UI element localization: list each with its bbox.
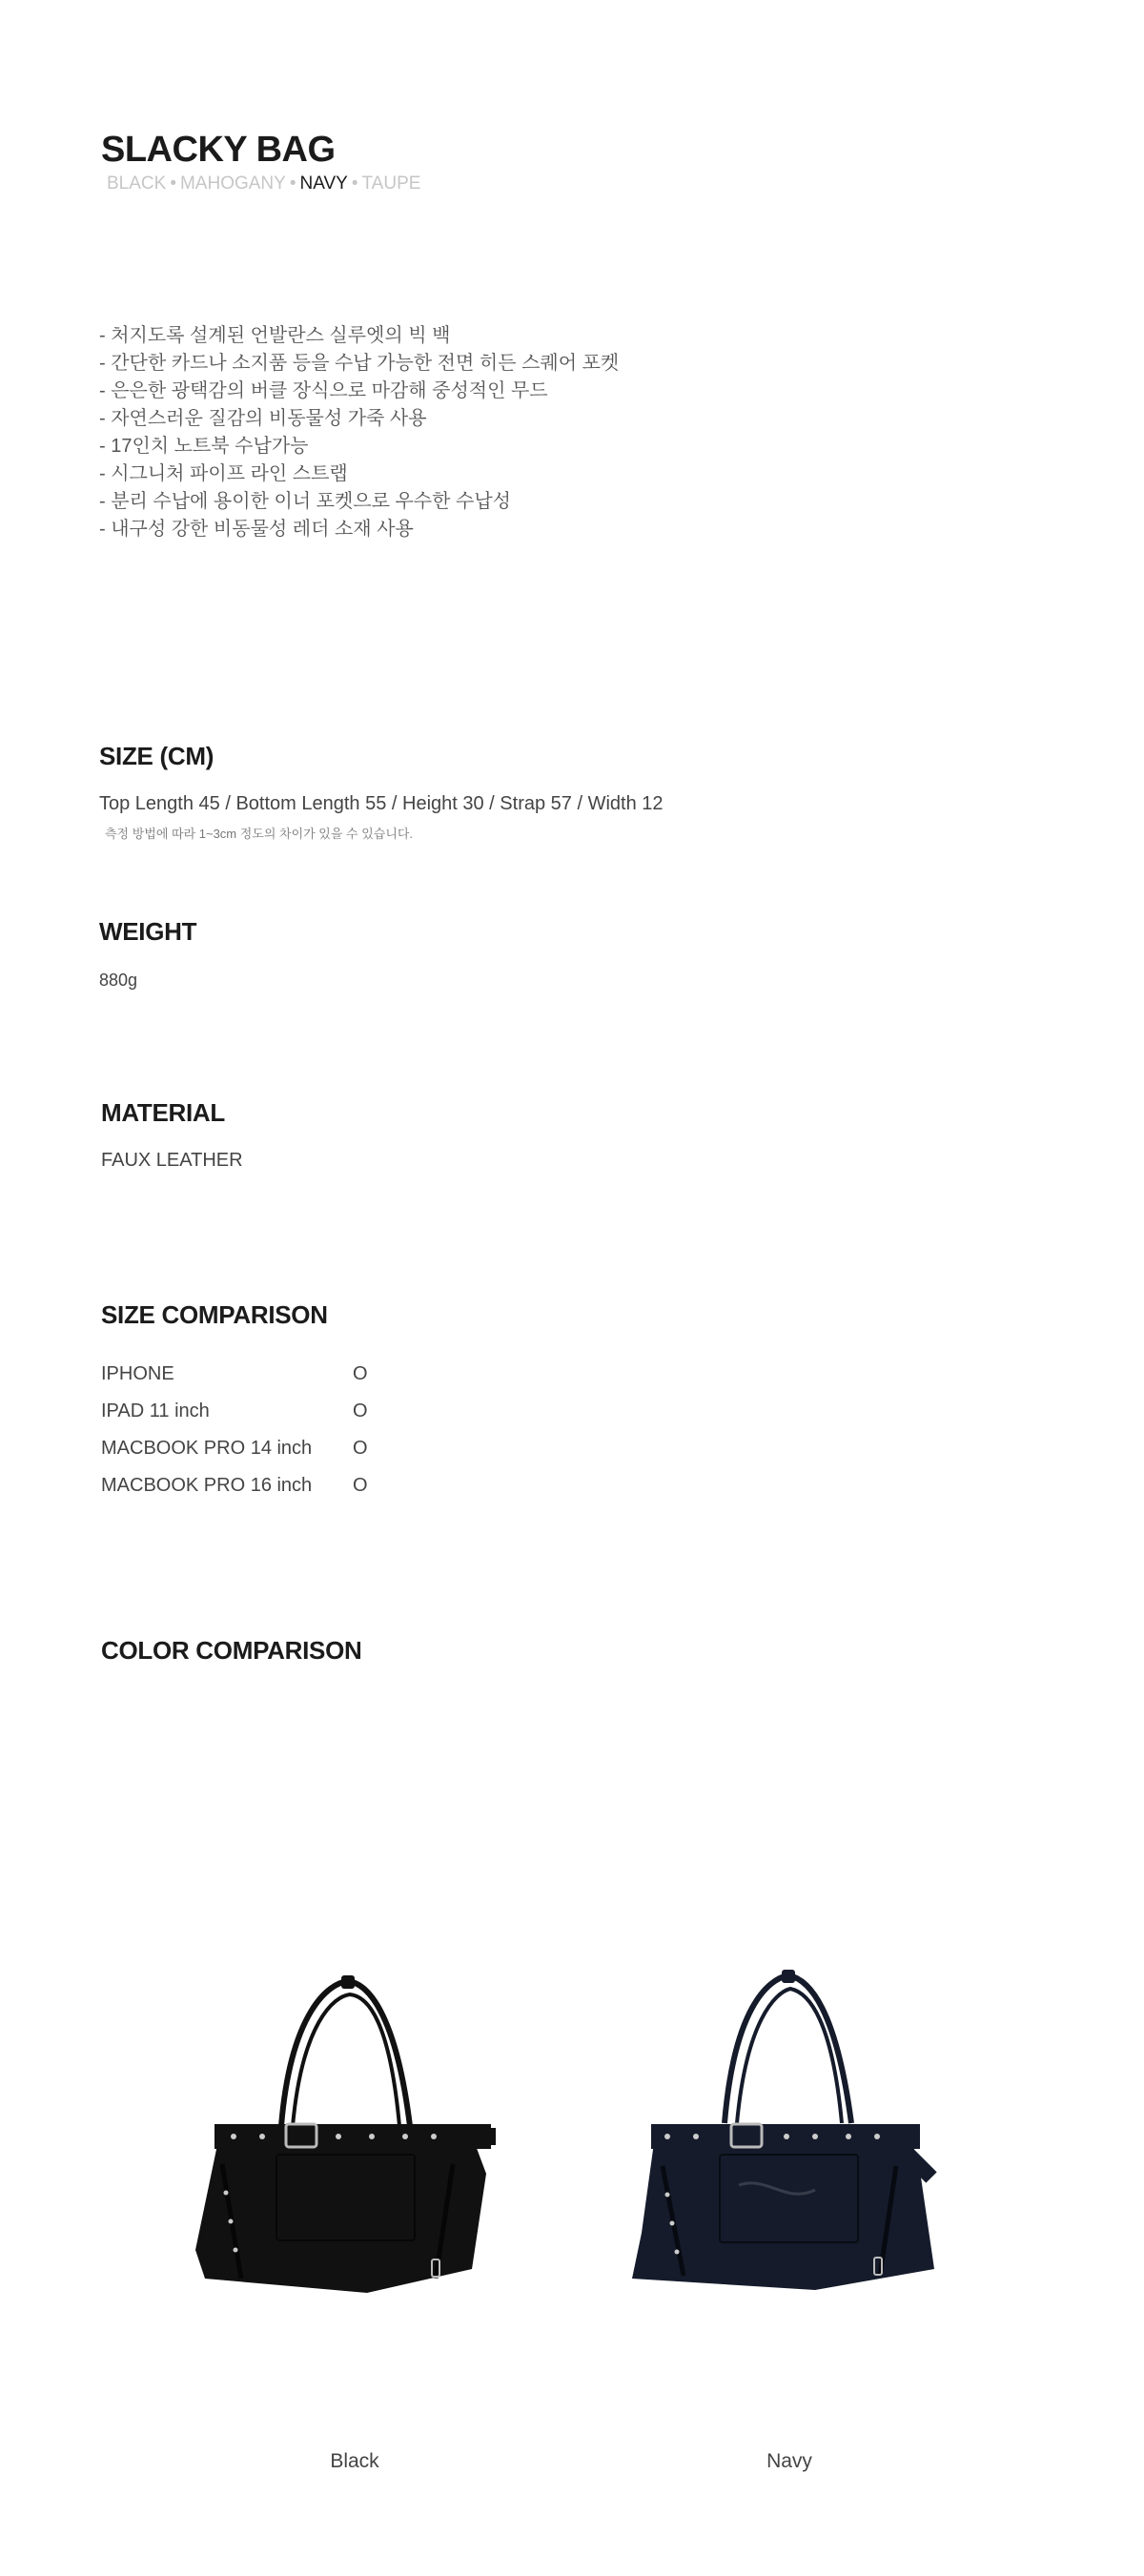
color-options (107, 174, 420, 194)
color-option-taupe: TAUPE (361, 174, 421, 194)
size-dimensions: Top Length 45 / Bottom Length 55 / Height 30 / Strap 57 / Width 12 (99, 793, 664, 814)
description-item: - 처지도록 설계된 언발란스 실루엣의 빅 백 (99, 325, 451, 346)
color-option-mahogany: MAHOGANY (179, 174, 286, 194)
weight-heading: WEIGHT (99, 917, 197, 946)
description-list (99, 322, 619, 543)
separator-dot: • (289, 174, 296, 194)
size-heading: SIZE (CM) (99, 742, 214, 770)
comparison-row (101, 1363, 387, 1385)
weight-value: 880g (99, 971, 138, 990)
separator-dot: • (351, 174, 358, 194)
comparison-fits: O (353, 1400, 368, 1421)
swatch-label-navy: Navy (766, 2450, 812, 2472)
comparison-item: IPAD 11 inch (101, 1400, 210, 1421)
comparison-fits: O (353, 1363, 368, 1384)
description-item: - 자연스러운 질감의 비동물성 가죽 사용 (99, 408, 427, 429)
comparison-row (101, 1475, 387, 1497)
black-bag-image (186, 1973, 515, 2298)
color-option-black: BLACK (107, 174, 167, 194)
material-value: FAUX LEATHER (101, 1150, 243, 1171)
comparison-row (101, 1400, 387, 1422)
description-item: - 간단한 카드나 소지품 등을 수납 가능한 전면 히든 스퀘어 포켓 (99, 353, 620, 374)
size-note: 측정 방법에 따라 1~3cm 정도의 차이가 있을 수 있습니다. (105, 827, 414, 841)
size-comparison-heading: SIZE COMPARISON (101, 1300, 328, 1329)
comparison-item: MACBOOK PRO 16 inch (101, 1475, 313, 1496)
color-comparison-heading: COLOR COMPARISON (101, 1636, 362, 1665)
description-item: - 17인치 노트북 수납가능 (99, 436, 309, 457)
swatch-label-black: Black (330, 2450, 379, 2472)
description-item: - 분리 수납에 용이한 이너 포켓으로 우수한 수납성 (99, 491, 511, 512)
description-item: - 시그니처 파이프 라인 스트랩 (99, 463, 348, 484)
description-item: - 은은한 광택감의 버클 장식으로 마감해 중성적인 무드 (99, 380, 548, 401)
comparison-item: IPHONE (101, 1363, 174, 1384)
comparison-fits: O (353, 1475, 368, 1496)
separator-dot: • (170, 174, 176, 194)
comparison-row (101, 1438, 387, 1460)
product-title: SLACKY BAG (101, 130, 336, 170)
description-item: - 내구성 강한 비동물성 레더 소재 사용 (99, 519, 414, 540)
comparison-fits: O (353, 1438, 368, 1459)
navy-bag-image (624, 1966, 953, 2298)
color-option-navy: NAVY (299, 174, 348, 194)
material-heading: MATERIAL (101, 1098, 225, 1127)
comparison-item: MACBOOK PRO 14 inch (101, 1438, 313, 1459)
